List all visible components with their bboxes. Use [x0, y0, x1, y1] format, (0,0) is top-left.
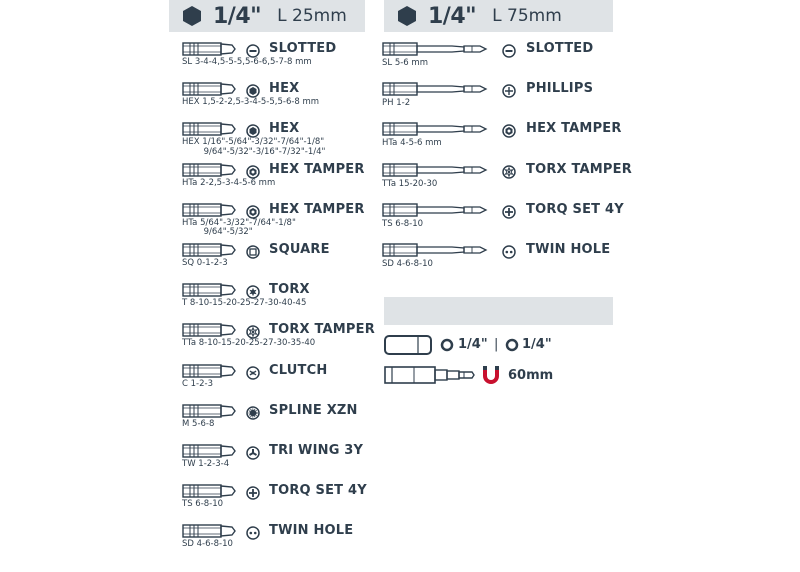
bit-drawing-icon [182, 482, 238, 500]
bit-row [382, 40, 622, 80]
bit-row [182, 201, 372, 241]
long-bit-drawing-icon [382, 80, 502, 98]
bit-row [182, 402, 372, 442]
bit-name: TORX [269, 282, 310, 298]
holder-length: 60mm [508, 368, 554, 383]
tri-wing-icon [246, 446, 260, 460]
accessories-header-bar [384, 297, 613, 325]
socket-adapter-icon [384, 334, 434, 356]
bit-name: TWIN HOLE [269, 523, 354, 539]
bit-sizes: HEX 1/16"-5/64"-3/32"-7/64"-1/8" 9/64"-5/32"-3/16"-7/32"-1/4" [182, 137, 326, 157]
bit-drawing-icon [182, 442, 238, 460]
bit-drawing-icon [182, 281, 238, 299]
hex-tamper-icon [246, 165, 260, 179]
right-header [384, 0, 613, 32]
adapter-separator: | [494, 337, 499, 352]
long-bit-drawing-icon [382, 241, 502, 259]
bit-name: SPLINE XZN [269, 402, 358, 418]
torx-tamper-icon [246, 325, 260, 339]
hex-tamper-icon [502, 124, 516, 138]
bit-sizes: HEX 1,5-2-2,5-3-4-5-5,5-6-8 mm [182, 97, 320, 108]
torq-set-icon [246, 486, 260, 500]
bit-sizes: PH 1-2 [382, 98, 411, 109]
bit-sizes: TTa 8-10-15-20-25-27-30-35-40 [182, 338, 316, 349]
bit-row [382, 161, 632, 201]
twin-hole-icon [502, 245, 516, 259]
bit-sizes: C 1-2-3 [182, 378, 213, 389]
bit-sizes: SD 4-6-8-10 [382, 259, 433, 269]
bit-name: HEX [269, 121, 300, 137]
bit-drawing-icon [182, 522, 238, 540]
bit-row [182, 281, 372, 321]
bit-row [182, 321, 375, 361]
bit-name: SQUARE [269, 242, 330, 257]
bit-row [182, 442, 372, 482]
bit-name: SLOTTED [526, 41, 594, 56]
bit-row [382, 80, 622, 120]
adapter-out-size: 1/4" [522, 337, 552, 352]
accessory-adapter-row [384, 334, 624, 358]
bit-sizes: TS 6-8-10 [382, 218, 424, 229]
torq-set-icon [502, 205, 516, 219]
bit-sizes: TW 1-2-3-4 [182, 459, 230, 469]
bit-sizes: M 5-6-8 [182, 418, 215, 429]
bit-name: TORX TAMPER [269, 322, 375, 338]
bit-row [182, 80, 372, 120]
bit-drawing-icon [182, 362, 238, 380]
bit-name: TORQ SET 4Y [269, 483, 367, 499]
bit-sizes: HTa 2-2,5-3-4-5-6 mm [182, 177, 276, 188]
bit-drawing-icon [182, 161, 238, 179]
bit-drawing-icon [182, 40, 238, 58]
left-header-length: L 25mm [277, 6, 347, 26]
bit-sizes: SL 3-4-4,5-5-5,5-6-6,5-7-8 mm [182, 57, 312, 67]
bit-sizes: SQ 0-1-2-3 [182, 258, 228, 268]
long-bit-drawing-icon [382, 120, 502, 138]
bit-row [382, 241, 622, 281]
hex-tamper-icon [246, 205, 260, 219]
bit-name: TORX TAMPER [526, 161, 632, 177]
bit-sizes: HTa 5/64"-3/32"-7/64"-1/8" 9/64"-5/32" [182, 217, 296, 238]
bit-row [182, 120, 372, 160]
long-bit-drawing-icon [382, 161, 502, 179]
bit-sizes: HTa 4-5-6 mm [382, 138, 442, 149]
clutch-icon [246, 366, 260, 380]
hex-icon [181, 5, 203, 27]
bit-row [182, 40, 372, 80]
right-header-length: L 75mm [492, 6, 562, 26]
bit-name: HEX TAMPER [269, 201, 365, 217]
left-header [169, 0, 365, 32]
hex-icon [396, 5, 418, 27]
bit-drawing-icon [182, 201, 238, 219]
spline-icon [246, 406, 260, 420]
bit-drawing-icon [182, 120, 238, 138]
bit-name: PHILLIPS [526, 81, 594, 97]
right-header-size: 1/4" [428, 3, 477, 29]
bit-name: TORQ SET 4Y [526, 201, 624, 217]
torx-tamper-icon [502, 165, 516, 179]
torx-icon [246, 285, 260, 299]
bit-row [382, 120, 622, 160]
socket-ring-icon [505, 338, 519, 352]
slotted-icon [502, 44, 516, 58]
bit-row [382, 201, 622, 241]
accessory-holder-row [384, 364, 624, 388]
bit-row [182, 362, 372, 402]
bit-name: TWIN HOLE [526, 242, 611, 257]
adapter-in-size: 1/4" [458, 337, 488, 352]
hex-socket-icon [246, 84, 260, 98]
bit-sizes: TS 6-8-10 [182, 499, 224, 510]
bit-drawing-icon [182, 321, 238, 339]
bit-sizes: SL 5-6 mm [382, 58, 428, 68]
bit-row [182, 241, 372, 281]
magnet-icon [482, 365, 500, 385]
socket-ring-icon [440, 338, 454, 352]
bit-name: SLOTTED [269, 41, 337, 56]
bit-drawing-icon [182, 241, 238, 259]
left-header-size: 1/4" [213, 3, 262, 29]
square-icon [246, 245, 260, 259]
bit-row [182, 522, 372, 562]
bit-name: HEX TAMPER [526, 121, 622, 137]
long-bit-drawing-icon [382, 201, 502, 219]
bit-name: TRI WING 3Y [269, 443, 364, 458]
bit-row [182, 482, 372, 522]
slotted-icon [246, 44, 260, 58]
bit-sizes: TTa 15-20-30 [382, 178, 438, 189]
bit-drawing-icon [182, 402, 238, 420]
bit-name: CLUTCH [269, 362, 328, 378]
magnetic-holder-icon [384, 364, 476, 386]
bit-drawing-icon [182, 80, 238, 98]
bit-name: HEX TAMPER [269, 161, 365, 177]
right-bit-list [382, 40, 632, 280]
left-bit-list [182, 40, 375, 572]
long-bit-drawing-icon [382, 40, 502, 58]
twin-hole-icon [246, 526, 260, 540]
hex-socket-icon [246, 124, 260, 138]
bit-name: HEX [269, 81, 300, 97]
bit-sizes: T 8-10-15-20-25-27-30-40-45 [182, 298, 307, 309]
bit-sizes: SD 4-6-8-10 [182, 539, 233, 550]
bit-row [182, 161, 372, 201]
phillips-icon [502, 84, 516, 98]
